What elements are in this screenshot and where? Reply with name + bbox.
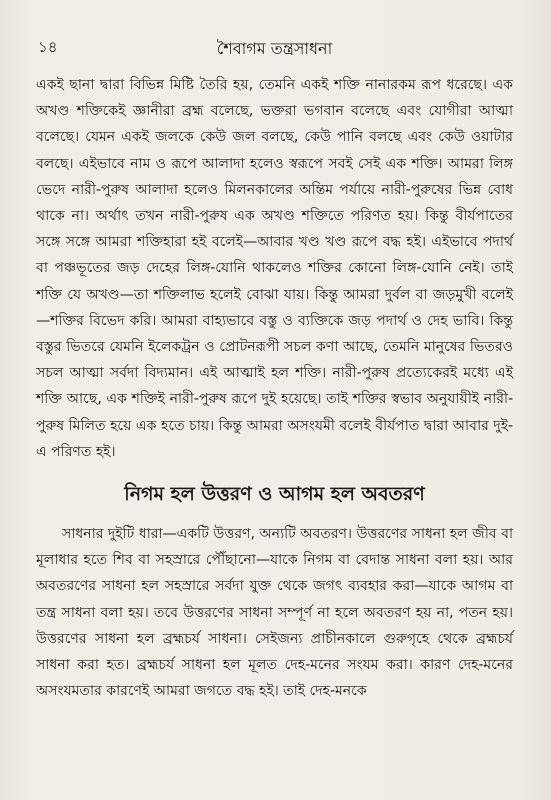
page-number: ১৪ [38, 38, 58, 56]
body-paragraph-2: সাধনার দুইটি ধারা—একটি উত্তরণ, অন্যটি অবতরণ। উত্তরণের সাধনা হল জীব বা মূলাধার হতে শিব বা সহস্রারে পৌঁছানো—যাকে নিগম বা বেদান্ত সাধনা বলা হয়। আর অবতরণের সাধনা হল সহস্রারে সর্বদা যুক্ত থেকে জগৎ ব্যবহার করা—যাকে আগম বা তন্ত্র সাধনা বলা হয়। তবে উত্তরণের সাধনা সম্পূর্ণ না হলে অবতরণ হয় না, পতন হয়। উত্তরণের সাধনা হল ব্রহ্মচর্য সাধনা। সেইজন্য প্রাচীনকালে গুরুগৃহে থেকে ব্রহ্মচর্য সাধনা করা হত। ব্রহ্মচর্য সাধনা হল মূলত দেহ-মনের সংযম করা। কারণ দেহ-মনের অসংযমতার কারণেই আমরা জগতে বদ্ধ হই। তাই দেহ-মনকে [36, 526, 513, 700]
section-heading: নিগম হল উত্তরণ ও আগম হল অবতরণ [124, 483, 425, 506]
running-header [36, 36, 513, 66]
body-paragraph-1: একই ছানা দ্বারা বিভিন্ন মিষ্টি তৈরি হয়, তেমনি একই শক্তি নানারকম রূপ ধরেছে। এক অখণ্ড শক্তিকেই জ্ঞানীরা ব্রহ্ম বলেছে, ভক্তরা ভগবান বলেছে এবং যোগীরা আত্মা বলেছে। যেমন একই জলকে কেউ জল বলছে, কেউ পানি বলছে এবং কেউ ওয়াটার বলছে। এইভাবে নাম ও রূপে আলাদা হলেও স্বরূপে সবই সেই এক শক্তি। আমরা লিঙ্গ ভেদে নারী-পুরুষ আলাদা হলেও মিলনকালের অন্তিম পর্যায়ে নারী-পুরুষের ভিন্ন বোধ থাকে না। অর্থাৎ তখন নারী-পুরুষ এক অখণ্ড শক্তিতে পরিণত হয়। কিন্তু বীর্যপাতের সঙ্গে সঙ্গে আমরা শক্তিহারা হই বলেই—আবার খণ্ড খণ্ড রূপে বদ্ধ হই। এইভাবে পদার্থ বা পঞ্চভূতের জড় দেহের লিঙ্গ-যোনি থাকলেও শক্তির কোনো লিঙ্গ-যোনি নেই। তাই শক্তি যে অখণ্ড—তা শক্তিলাভ হলেই বোঝা যায়। কিন্তু আমরা দুর্বল বা জড়মুখী বলেই—শক্তির বিভেদ করি। আমরা বাহ্যভাবে বস্তু ও ব্যক্তিকে জড় পদার্থ ও দেহ ভাবি। কিন্তু বস্তুর ভিতরে যেমনি ইলেকট্রন ও প্রোটনরূপী সচল কণা আছে, তেমনি মানুষের ভিতরও সচল আত্মা সর্বদা বিদ্যমান। এই আত্মাই হল শক্তি। নারী-পুরুষ প্রত্যেকেরই মধ্যে এই শক্তি আছে, এক শক্তিই নারী-পুরুষ রূপে দুই হয়েছে। তাই শক্তির স্বভাব অনুযায়ীই নারী-পুরুষ মিলিত হয়ে এক হতে চায়। কিন্তু আমরা অসংযমী বলেই বীর্যপাত দ্বারা আবার দুই-এ পরিণত হই। [36, 77, 513, 460]
running-title: শৈবাগম তন্ত্রসাধনা [216, 39, 333, 58]
